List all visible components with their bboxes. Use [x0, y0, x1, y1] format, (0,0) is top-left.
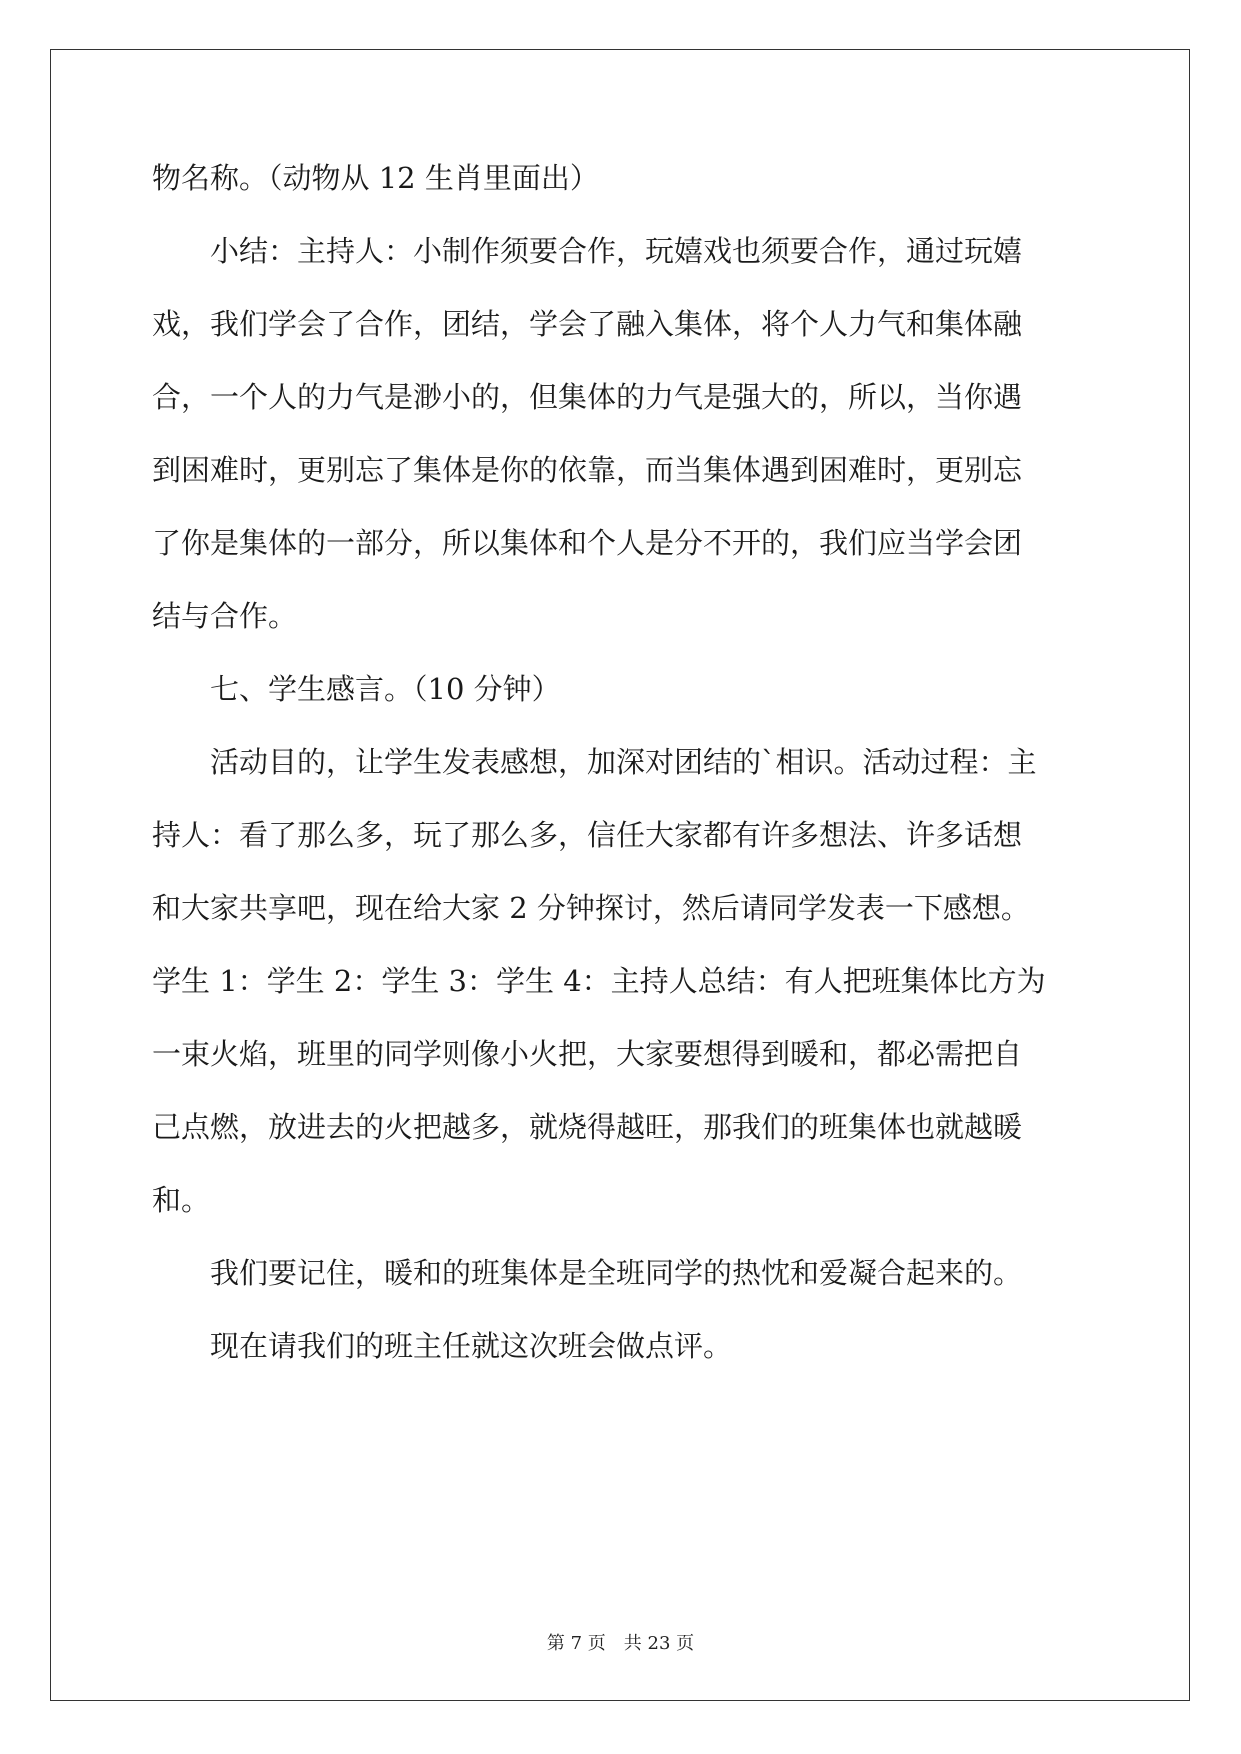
text-line: 结与合作。 — [152, 599, 298, 633]
text-line: 活动目的，让学生发表感想，加深对团结的`相识。活动过程：主 — [210, 745, 1037, 779]
section-heading: 七、学生感言。（10 分钟） — [210, 672, 561, 706]
text-line: 和。 — [152, 1183, 211, 1217]
page-number-footer: 第 7 页 共 23 页 — [546, 1633, 695, 1654]
page-border — [50, 49, 1190, 1701]
text-line: 现在请我们的班主任就这次班会做点评。 — [210, 1329, 733, 1363]
text-line: 了你是集体的一部分，所以集体和个人是分不开的，我们应当学会团 — [152, 526, 1023, 560]
text-line: 合，一个人的力气是渺小的，但集体的力气是强大的，所以，当你遇 — [152, 380, 1023, 414]
text-line: 和大家共享吧，现在给大家 2 分钟探讨，然后请同学发表一下感想。 — [152, 891, 1030, 925]
text-line: 学生 1：学生 2：学生 3：学生 4：主持人总结：有人把班集体比方为 — [152, 964, 1046, 998]
text-line: 己点燃，放进去的火把越多，就烧得越旺，那我们的班集体也就越暖 — [152, 1110, 1023, 1144]
text-line: 到困难时，更别忘了集体是你的依靠，而当集体遇到困难时，更别忘 — [152, 453, 1023, 487]
text-line: 持人：看了那么多，玩了那么多，信任大家都有许多想法、许多话想 — [152, 818, 1023, 852]
text-line: 戏，我们学会了合作，团结，学会了融入集体，将个人力气和集体融 — [152, 307, 1023, 341]
text-line: 我们要记住，暖和的班集体是全班同学的热忱和爱凝合起来的。 — [210, 1256, 1023, 1290]
text-line: 小结：主持人：小制作须要合作，玩嬉戏也须要合作，通过玩嬉 — [210, 234, 1023, 268]
text-line: 物名称。（动物从 12 生肖里面出） — [152, 161, 599, 195]
text-line: 一束火焰，班里的同学则像小火把，大家要想得到暖和，都必需把自 — [152, 1037, 1023, 1071]
